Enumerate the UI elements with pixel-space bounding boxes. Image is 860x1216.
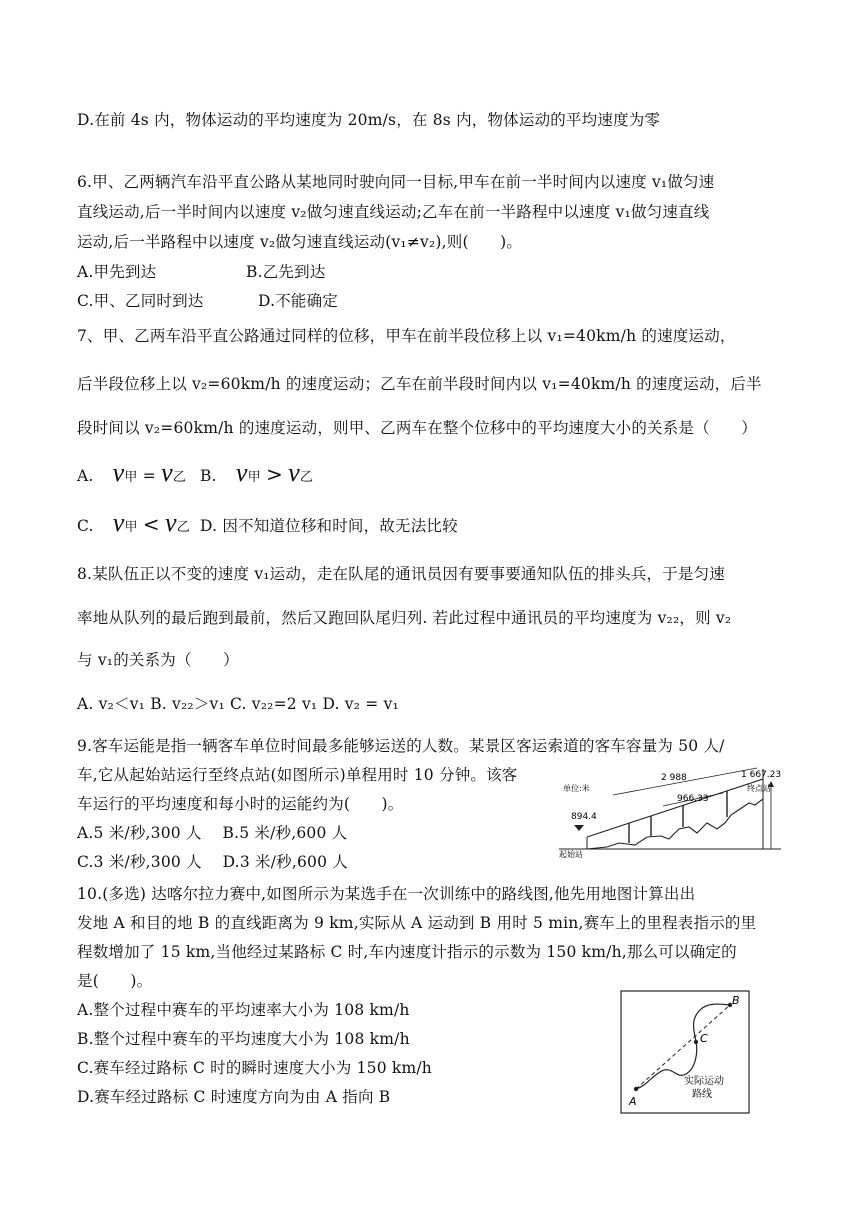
q8-line-2: 率地从队列的最后跑到最前，然后又跑回队尾归列. 若此过程中通讯员的平均速度为 v₂₂，则 v₂	[77, 609, 732, 627]
q9-line-3: 车运行的平均速度和每小时的运能约为( )。	[77, 795, 404, 813]
q7-line-3: 段时间以 v₂=60km/h 的速度运动，则甲、乙两车在整个位移中的平均速度大小的关系是（ ）	[77, 419, 757, 437]
q9-options-cd: C.3 米/秒,300 人 D.3 米/秒,600 人	[77, 853, 348, 871]
point-b-label: B	[732, 994, 740, 1007]
q6-option-d: D.不能确定	[258, 292, 339, 310]
q7-option-c-label: C.	[77, 517, 94, 535]
diagram-start-station: 起始站	[559, 850, 583, 858]
q6-option-a: A.甲先到达	[77, 263, 157, 281]
q10-line-2: 发地 A 和目的地 B 的直线距离为 9 km,实际从 A 运动到 B 用时 5 min,赛车上的里程表指示的里	[77, 914, 757, 932]
q5-option-d: D.在前 4s 内，物体运动的平均速度为 20m/s，在 8s 内，物体运动的平均速度为零	[77, 111, 661, 129]
route-note-line-1: 实际运动	[684, 1076, 724, 1087]
q10-line-4: 是( )。	[77, 972, 153, 990]
q10-option-b: B.整个过程中赛车的平均速度大小为 108 km/h	[77, 1030, 410, 1048]
q7-option-a	[77, 458, 186, 488]
q7-line-1: 7、甲、乙两车沿平直公路通过同样的位移，甲车在前半段位移上以 v₁=40km/h 的速度运动，	[77, 327, 736, 345]
diagram-end-station: 终点站	[747, 784, 771, 793]
q7-option-d: D. 因不知道位移和时间，故无法比较	[200, 517, 458, 535]
route-note-line-2: 路线	[692, 1089, 712, 1100]
ropeway-diagram	[557, 763, 785, 858]
q9-options-ab: A.5 米/秒,300 人 B.5 米/秒,600 人	[77, 824, 348, 842]
q6-option-c: C.甲、乙同时到达	[77, 292, 204, 310]
q7-option-c	[77, 508, 190, 538]
q8-options: A. v₂＜v₁ B. v₂₂＞v₁ C. v₂₂=2 v₁ D. v₂ = v₁	[77, 695, 399, 713]
route-diagram	[620, 990, 750, 1114]
q10-line-1: 10.(多选) 达喀尔拉力赛中,如图所示为某选手在一次训练中的路线图,他先用地图计算出出	[77, 885, 696, 903]
q8-line-1: 8.某队伍正以不变的速度 v₁运动，走在队尾的通讯员因有要事要通知队伍的排头兵，于是匀速	[77, 565, 725, 583]
diagram-length-segment: 966.33	[677, 794, 709, 804]
q7-line-2: 后半段位移上以 v₂=60km/h 的速度运动；乙车在前半段时间内以 v₁=40km/h 的速度运动，后半	[77, 375, 762, 393]
q10-option-d: D.赛车经过路标 C 时速度方向为由 A 指向 B	[77, 1088, 391, 1106]
q6-option-b: B.乙先到达	[246, 263, 326, 281]
q9-line-1: 9.客车运能是指一辆客车单位时间最多能够运送的人数。某景区客运索道的客车容量为 50 人/	[77, 737, 725, 755]
q6-line-2: 直线运动,后一半时间内以速度 v₂做匀速直线运动;乙车在前一半路程中以速度 v₁做匀速直线	[77, 203, 710, 221]
diagram-length-total: 2 988	[661, 773, 687, 783]
point-a-label: A	[629, 1095, 637, 1108]
diagram-top-height: 1 667.23	[741, 770, 782, 780]
q8-line-3: 与 v₁的关系为（ ）	[77, 651, 239, 669]
q7-option-a-formula: v甲 = v乙	[112, 458, 187, 487]
q7-option-b	[200, 458, 313, 488]
q10-option-c: C.赛车经过路标 C 时的瞬时速度大小为 150 km/h	[77, 1059, 432, 1077]
q7-option-c-formula: v甲 < v乙	[112, 508, 190, 537]
q10-option-a: A.整个过程中赛车的平均速率大小为 108 km/h	[77, 1001, 410, 1019]
q10-line-3: 程数增加了 15 km,当他经过某路标 C 时,车内速度计指示的示数为 150 km/h,那么可以确定的	[77, 943, 737, 961]
diagram-unit-label: 单位:米	[563, 784, 590, 793]
q9-line-2: 车,它从起始站运行至终点站(如图所示)单程用时 10 分钟。该客	[77, 766, 518, 784]
q7-option-b-label: B.	[200, 467, 217, 485]
q7-option-b-formula: v甲 > v乙	[235, 458, 314, 487]
q6-line-3: 运动,后一半路程中以速度 v₂做匀速直线运动(v₁≠v₂),则( )。	[77, 233, 523, 251]
q6-line-1: 6.甲、乙两辆汽车沿平直公路从某地同时驶向同一目标,甲车在前一半时间内以速度 v₁做匀速	[77, 173, 715, 191]
point-c-label: C	[700, 1032, 708, 1045]
diagram-start-height: 894.4	[571, 812, 597, 822]
q7-option-a-label: A.	[77, 467, 94, 485]
